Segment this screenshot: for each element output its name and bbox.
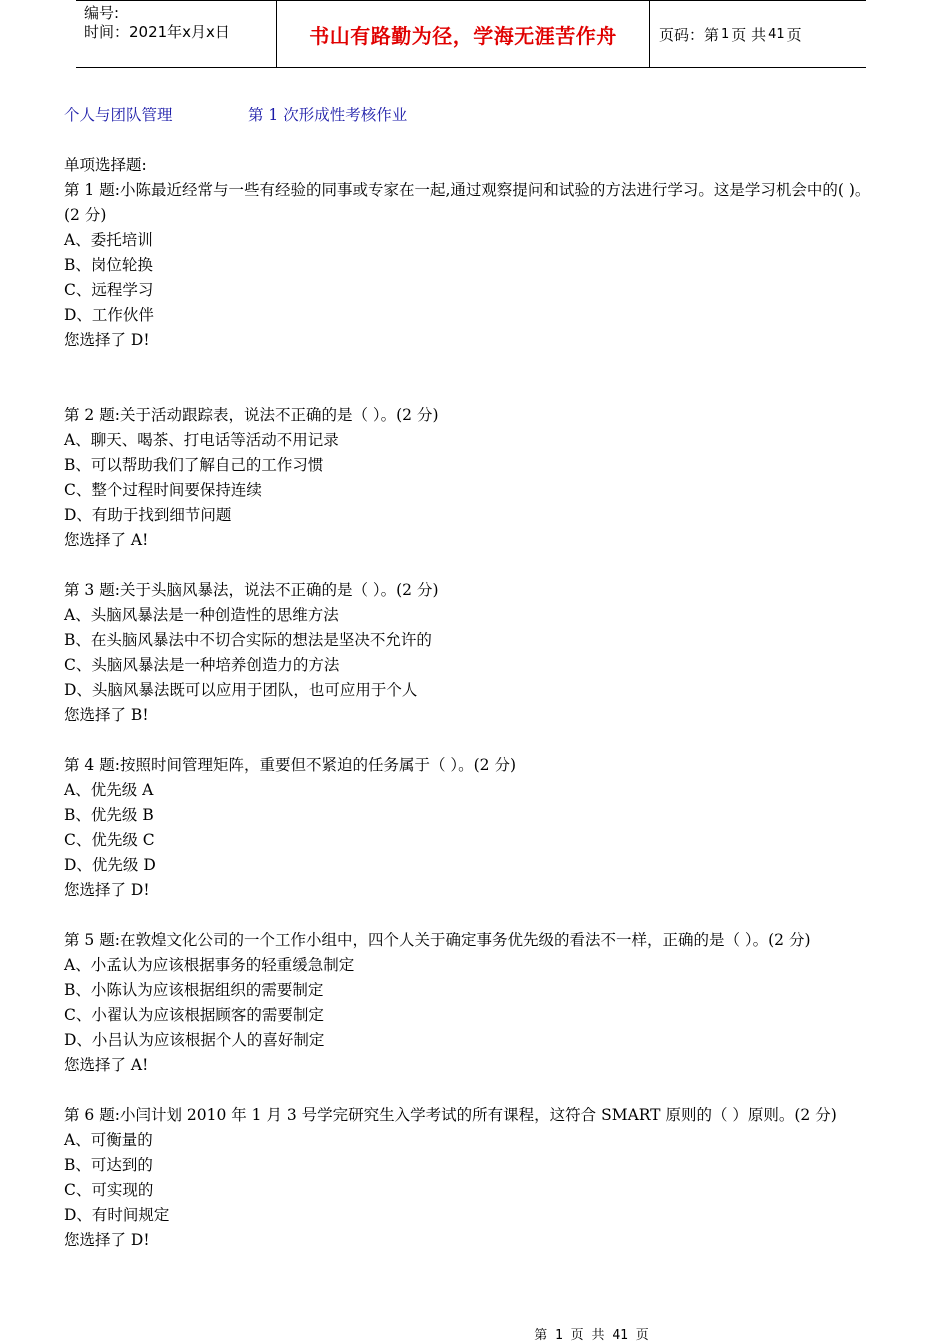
question-list [64, 153, 884, 1278]
option: D、小吕认为应该根据个人的喜好制定 [64, 1031, 325, 1049]
option: C、可实现的 [64, 1181, 154, 1199]
motto: 书山有路勤为径，学海无涯苦作舟 [277, 1, 650, 68]
selected-answer: 您选择了 A! [64, 1056, 149, 1074]
page-footer: 第 1 页 共 41 页 [534, 1328, 649, 1343]
question-stem: 第 3 题:关于头脑风暴法，说法不正确的是（ ）。(2 分) [64, 581, 439, 599]
question-6 [64, 1103, 884, 1253]
option: D、头脑风暴法既可以应用于团队，也可应用于个人 [64, 681, 418, 699]
option: A、委托培训 [64, 231, 153, 249]
question-5 [64, 928, 884, 1078]
number-label: 编号: [84, 4, 120, 22]
option: D、有助于找到细节问题 [64, 506, 232, 524]
selected-answer: 您选择了 A! [64, 531, 149, 549]
option: C、小翟认为应该根据顾客的需要制定 [64, 1006, 324, 1024]
page-prefix: 页码：第 [659, 26, 720, 44]
question-2 [64, 403, 884, 553]
page-suffix: 页 [786, 26, 802, 44]
document-title [64, 103, 408, 125]
option: C、优先级 C [64, 831, 155, 849]
option: B、在头脑风暴法中不切合实际的想法是坚决不允许的 [64, 631, 432, 649]
question-1 [64, 178, 884, 353]
option: B、优先级 B [64, 806, 154, 824]
option: B、小陈认为应该根据组织的需要制定 [64, 981, 324, 999]
question-3 [64, 578, 884, 728]
selected-answer: 您选择了 D! [64, 881, 150, 899]
question-stem: 第 4 题:按照时间管理矩阵，重要但不紧迫的任务属于（ ）。(2 分) [64, 756, 516, 774]
page-mid: 页 共 [731, 26, 767, 44]
option: B、可达到的 [64, 1156, 153, 1174]
option: C、头脑风暴法是一种培养创造力的方法 [64, 656, 340, 674]
course-title: 个人与团队管理 [64, 106, 173, 124]
page-total: 41 [768, 27, 785, 42]
selected-answer: 您选择了 D! [64, 331, 150, 349]
option: A、小孟认为应该根据事务的轻重缓急制定 [64, 956, 355, 974]
question-stem: 第 6 题:小闫计划 2010 年 1 月 3 号学完研究生入学考试的所有课程，这符合 SMART 原则的（ ）原则。(2 分) [64, 1106, 837, 1124]
header-meta [76, 1, 277, 68]
page-header [76, 0, 866, 68]
selected-answer: 您选择了 D! [64, 1231, 150, 1249]
option: C、整个过程时间要保持连续 [64, 481, 262, 499]
option: A、可衡量的 [64, 1131, 153, 1149]
question-4 [64, 753, 884, 903]
option: A、头脑风暴法是一种创造性的思维方法 [64, 606, 339, 624]
question-stem: 第 1 题:小陈最近经常与一些有经验的同事或专家在一起,通过观察提问和试验的方法进行学习。这是学习机会中的( )。(2 分) [64, 181, 871, 224]
header-page-number [650, 1, 866, 68]
option: D、优先级 D [64, 856, 156, 874]
time-label: 时间：2021年x月x日 [84, 23, 230, 41]
page-current: 1 [721, 27, 730, 42]
assignment-title: 第 1 次形成性考核作业 [248, 106, 408, 124]
option: B、岗位轮换 [64, 256, 153, 274]
question-stem: 第 5 题:在敦煌文化公司的一个工作小组中，四个人关于确定事务优先级的看法不一样，正确的是（ ）。(2 分) [64, 931, 811, 949]
option: A、优先级 A [64, 781, 154, 799]
question-stem: 第 2 题:关于活动跟踪表，说法不正确的是（ ）。(2 分) [64, 406, 439, 424]
option: C、远程学习 [64, 281, 154, 299]
selected-answer: 您选择了 B! [64, 706, 149, 724]
option: D、工作伙伴 [64, 306, 154, 324]
option: B、可以帮助我们了解自己的工作习惯 [64, 456, 324, 474]
option: D、有时间规定 [64, 1206, 170, 1224]
section-label: 单项选择题: [64, 156, 147, 174]
option: A、聊天、喝茶、打电话等活动不用记录 [64, 431, 339, 449]
